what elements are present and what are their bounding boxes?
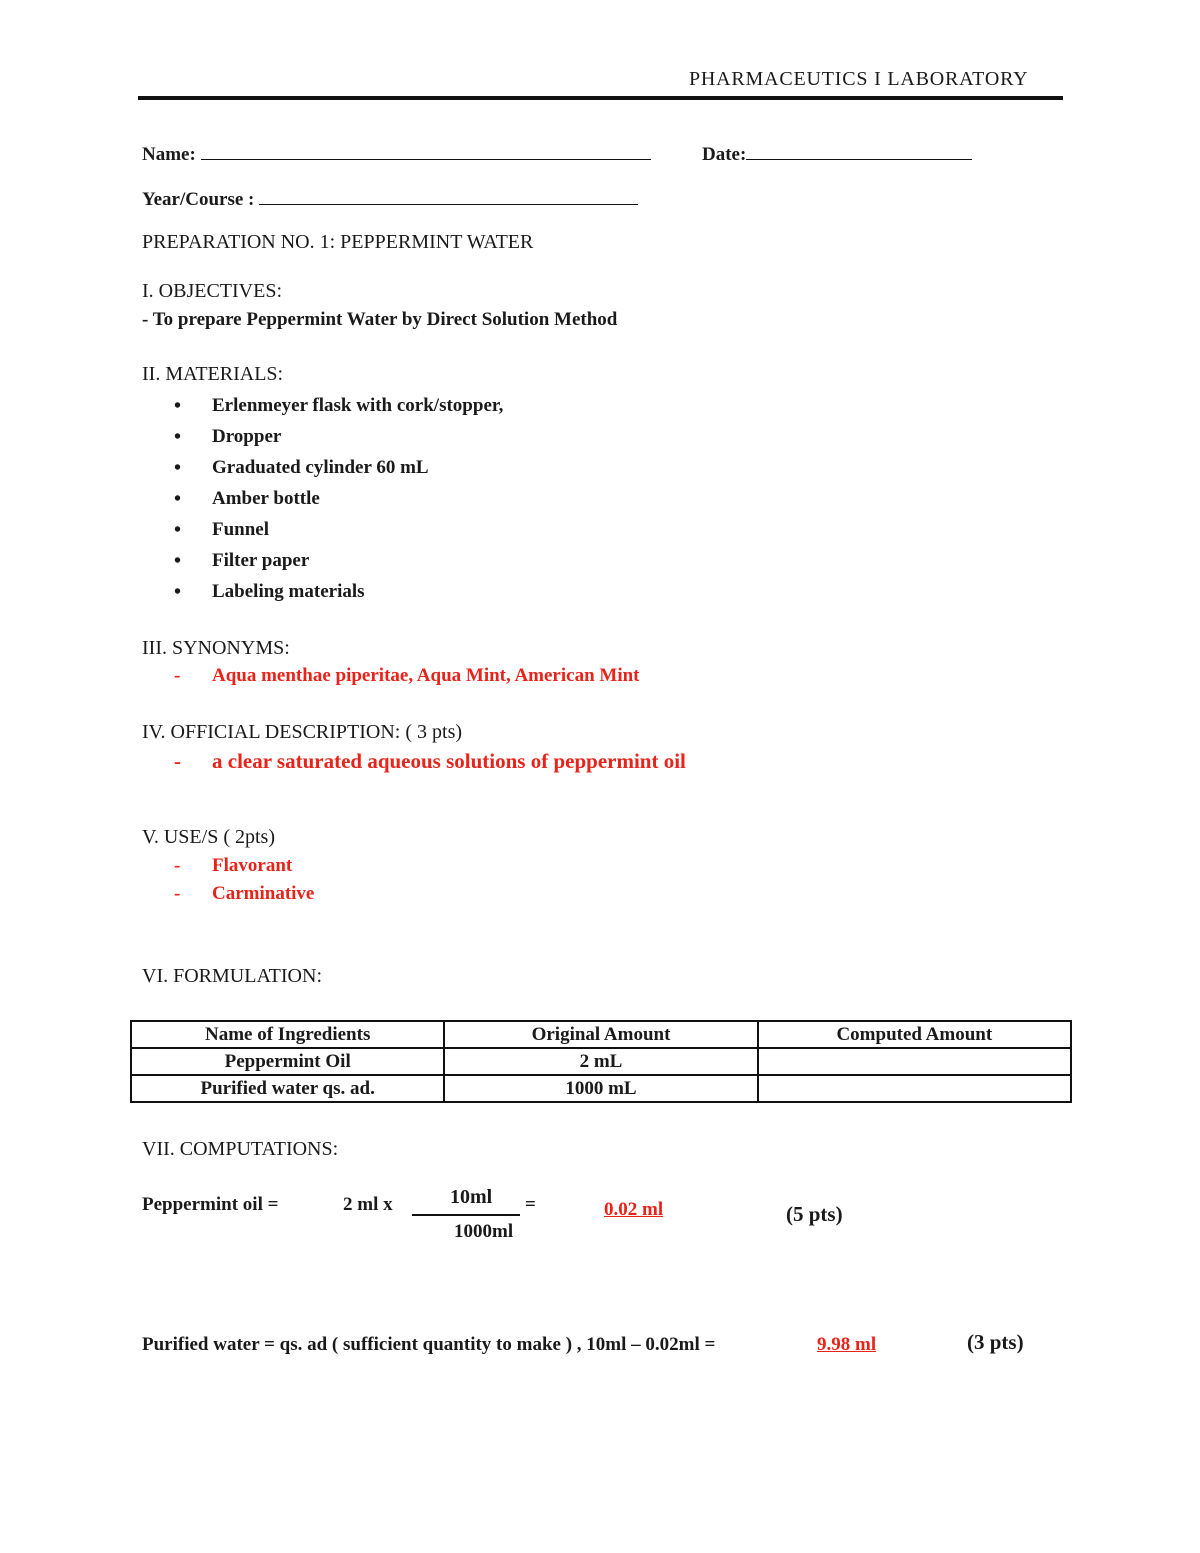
uses-item-label: Flavorant <box>212 855 293 876</box>
description-heading: IV. OFFICIAL DESCRIPTION: ( 3 pts) <box>142 721 463 743</box>
page-header-title: PHARMACEUTICS I LABORATORY <box>689 68 1029 90</box>
list-item: • Funnel <box>170 517 503 548</box>
header-divider <box>138 96 1063 100</box>
table-header-row <box>131 1021 1071 1048</box>
column-header: Original Amount <box>444 1021 757 1048</box>
dash-marker: - <box>174 883 181 904</box>
fraction-bar <box>412 1214 520 1216</box>
purified-water-answer: 9.98 ml <box>817 1334 877 1355</box>
table-row <box>131 1048 1071 1075</box>
list-item: • Filter paper <box>170 548 503 579</box>
uses-heading: V. USE/S ( 2pts) <box>142 826 275 848</box>
uses-item-label: Carminative <box>212 883 315 904</box>
table-cell[interactable] <box>758 1075 1071 1102</box>
uses-item-carminative <box>174 883 314 905</box>
date-label: Date: <box>702 144 747 165</box>
purified-water-points: (3 pts) <box>967 1330 1024 1354</box>
date-blank-line[interactable] <box>746 143 972 160</box>
list-item: • Graduated cylinder 60 mL <box>170 455 503 486</box>
dash-marker: - <box>174 855 181 876</box>
objectives-text: - To prepare Peppermint Water by Direct Solution Method <box>142 309 618 330</box>
synonyms-answer-row <box>174 665 640 687</box>
table-cell[interactable] <box>758 1048 1071 1075</box>
fraction-numerator: 10ml <box>450 1186 493 1208</box>
dash-marker: - <box>174 665 181 686</box>
formulation-table <box>130 1020 1072 1103</box>
peppermint-points: (5 pts) <box>786 1202 843 1226</box>
list-item: • Dropper <box>170 424 503 455</box>
synonyms-answer: Aqua menthae piperitae, Aqua Mint, American Mint <box>212 665 640 686</box>
year-course-label: Year/Course : <box>142 189 255 210</box>
table-cell: 2 mL <box>444 1048 757 1075</box>
dash-marker: - <box>174 749 181 773</box>
peppermint-multiplier: 2 ml x <box>343 1194 393 1215</box>
purified-water-computation: Purified water = qs. ad ( sufficient quantity to make ) , 10ml – 0.02ml = <box>142 1334 716 1355</box>
list-item: • Amber bottle <box>170 486 503 517</box>
formulation-heading: VI. FORMULATION: <box>142 965 322 987</box>
name-label: Name: <box>142 144 196 165</box>
materials-heading: II. MATERIALS: <box>142 363 284 385</box>
description-answer-row <box>174 749 686 774</box>
year-course-blank-line[interactable] <box>259 188 638 205</box>
synonyms-heading: III. SYNONYMS: <box>142 637 290 659</box>
equals-sign: = <box>525 1194 536 1215</box>
peppermint-label: Peppermint oil = <box>142 1194 279 1215</box>
name-field <box>142 143 651 166</box>
table-row <box>131 1075 1071 1102</box>
list-item: • Labeling materials <box>170 579 503 610</box>
date-field <box>702 143 972 166</box>
column-header: Computed Amount <box>758 1021 1071 1048</box>
peppermint-answer: 0.02 ml <box>604 1199 664 1220</box>
list-item: • Erlenmeyer flask with cork/stopper, <box>170 393 503 424</box>
table-cell: Peppermint Oil <box>131 1048 444 1075</box>
materials-list <box>170 393 503 610</box>
preparation-title: PREPARATION NO. 1: PEPPERMINT WATER <box>142 231 534 253</box>
fraction-denominator: 1000ml <box>454 1221 514 1242</box>
column-header: Name of Ingredients <box>131 1021 444 1048</box>
objectives-heading: I. OBJECTIVES: <box>142 280 282 302</box>
description-answer: a clear saturated aqueous solutions of peppermint oil <box>212 749 686 773</box>
year-course-field <box>142 188 638 211</box>
table-cell: 1000 mL <box>444 1075 757 1102</box>
table-cell: Purified water qs. ad. <box>131 1075 444 1102</box>
computations-heading: VII. COMPUTATIONS: <box>142 1138 339 1160</box>
name-blank-line[interactable] <box>201 143 651 160</box>
uses-item-flavorant <box>174 855 292 877</box>
